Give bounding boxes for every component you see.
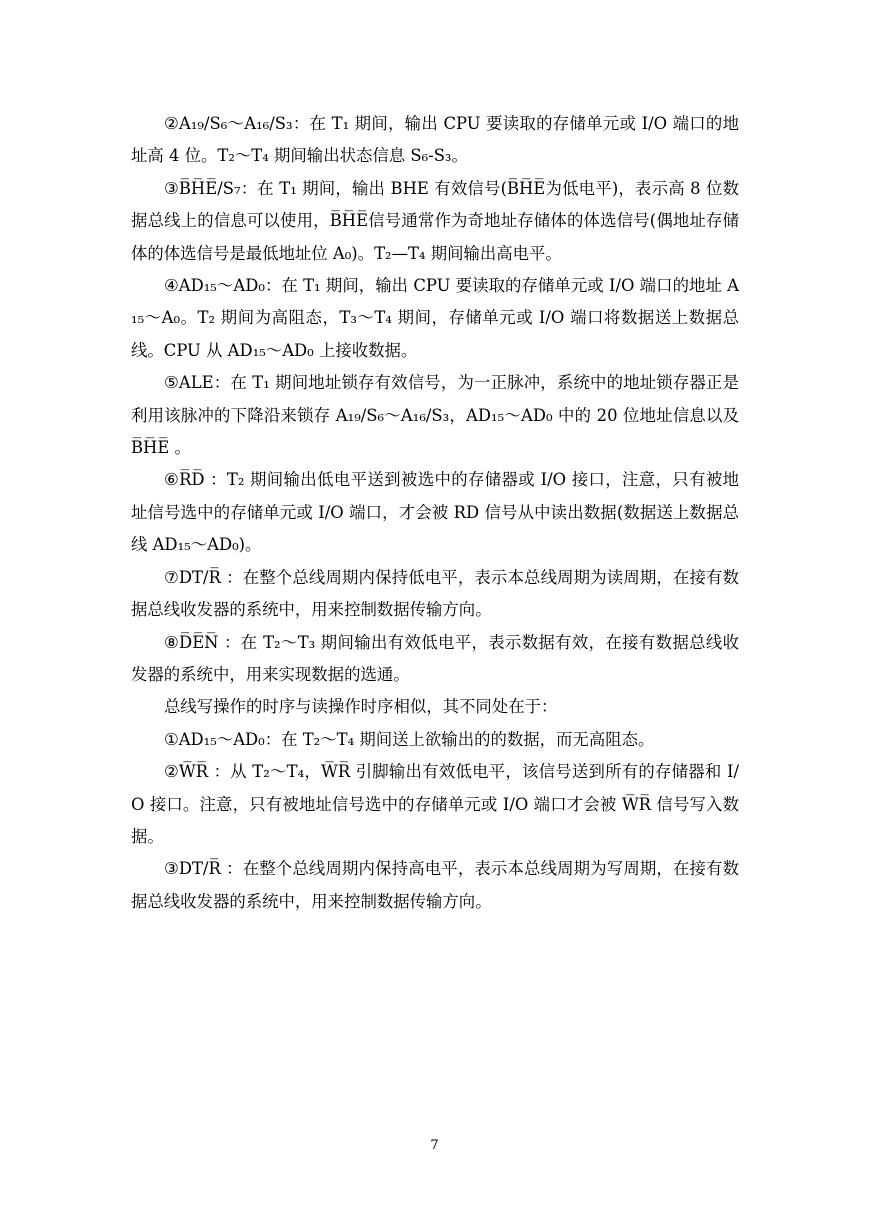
paragraph-wr-pin: ②W̅R̅ ：从 T₂～T₄，W̅R̅ 引脚输出有效低电平，该信号送到所有的存储器和 I/O 接口。注意，只有被地址信号选中的存储单元或 I/O 端口才会被 W̅R̅ 信号写入数据。 xyxy=(131,762,739,846)
paragraph-ad15-ad0-read: ④AD₁₅～AD₀：在 T₁ 期间，输出 CPU 要读取的存储单元或 I/O 端口的地址 A₁₅～A₀。T₂ 期间为高阻态，T₃～T₄ 期间，存储单元或 I/O 端口将数据送上数据总线。CPU 从 AD₁₅～AD₀ 上接收数据。 xyxy=(131,276,739,360)
paragraph-dtr-write: ③DT/R̅ ：在整个总线周期内保持高电平，表示本总线周期为写周期，在接有数据总线收发器的系统中，用来控制数据传输方向。 xyxy=(131,859,739,911)
paragraph-ad15-ad0-write: ①AD₁₅～AD₀：在 T₂～T₄ 期间送上欲输出的的数据，而无高阻态。 xyxy=(164,729,655,749)
paragraph-write-intro: 总线写操作的时序与读操作时序相似，其不同处在于： xyxy=(164,697,558,717)
paragraph-bhe-s7-pin: ③B̅H̅E̅/S₇：在 T₁ 期间，输出 BHE 有效信号(B̅H̅E̅为低电平)，表示高 8 位数据总线上的信息可以使用，B̅H̅E̅信号通常作为奇地址存储体的体选信号(偶地址存储体的体选信号是最低地址位 A₀)。T₂—T₄ 期间输出高电平。 xyxy=(131,178,739,263)
paragraph-rd-pin: ⑥R̅D̅ ：T₂ 期间输出低电平送到被选中的存储器或 I/O 接口，注意，只有被地址信号选中的存储单元或 I/O 端口，才会被 RD 信号从中读出数据(数据送上数据总线 AD₁₅～AD₀)。 xyxy=(131,470,739,555)
body-text xyxy=(131,108,739,918)
paragraph-den-pin: ⑧D̅E̅N̅ ：在 T₂～T₃ 期间输出有效低电平，表示数据有效，在接有数据总线收发器的系统中，用来实现数据的选通。 xyxy=(131,632,739,684)
paragraph-dtr-read: ⑦DT/R̅ ：在整个总线周期内保持低电平，表示本总线周期为读周期，在接有数据总线收发器的系统中，用来控制数据传输方向。 xyxy=(131,567,739,620)
paragraph-a19-s6-pin: ②A₁₉/S₆～A₁₆/S₃：在 T₁ 期间，输出 CPU 要读取的存储单元或 I/O 端口的地址高 4 位。T₂～T₄ 期间输出状态信息 S₆-S₃。 xyxy=(131,114,739,166)
paragraph-ale-pin: ⑤ALE：在 T₁ 期间地址锁存有效信号，为一正脉冲，系统中的地址锁存器正是利用该脉冲的下降沿来锁存 A₁₉/S₆～A₁₆/S₃，AD₁₅～AD₀ 中的 20 位地址信息以及 B̅H̅E̅ 。 xyxy=(131,373,739,458)
page-number: 7 xyxy=(430,1138,439,1153)
